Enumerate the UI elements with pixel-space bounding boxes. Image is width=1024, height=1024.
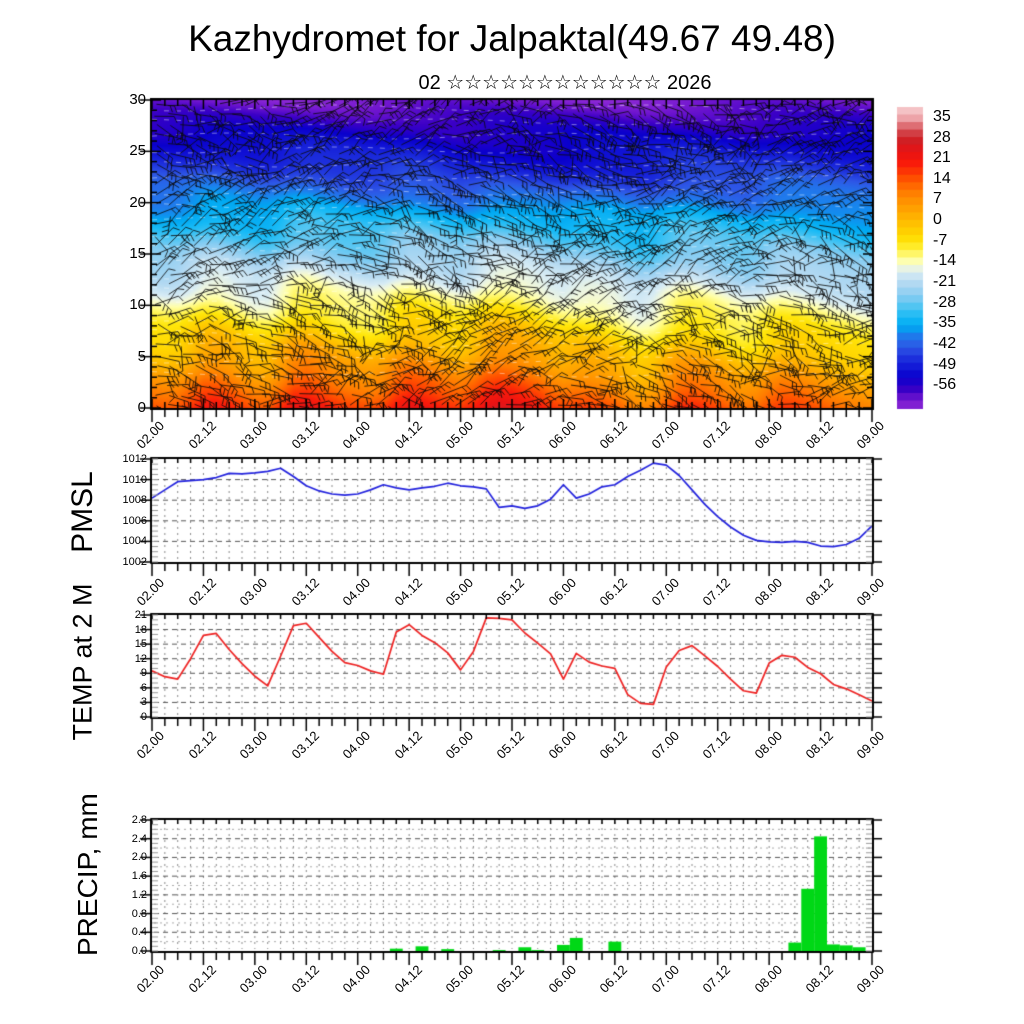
colorbar-tick-label: 14 <box>933 169 951 187</box>
x-tick-label: 06.00 <box>545 575 580 609</box>
x-tick-label: 05.12 <box>493 575 528 609</box>
x-tick-label: 06.00 <box>545 418 580 452</box>
y-tick-label: 3 <box>140 696 147 709</box>
x-tick-label: 05.12 <box>493 728 528 762</box>
x-tick-label: 02.00 <box>133 728 168 762</box>
x-tick-label: 03.00 <box>236 418 271 452</box>
x-tick-label: 04.00 <box>339 728 374 762</box>
x-tick-label: 03.12 <box>288 962 322 996</box>
x-tick-label: 02.12 <box>185 418 220 452</box>
x-tick-label: 02.12 <box>185 962 220 996</box>
x-tick-label: 07.00 <box>648 575 682 609</box>
x-tick-label: 04.00 <box>339 418 374 452</box>
x-tick-label: 06.00 <box>545 962 580 996</box>
x-tick-label: 09.00 <box>853 962 888 996</box>
x-tick-label: 03.00 <box>236 575 271 609</box>
x-tick-label: 08.00 <box>751 962 785 996</box>
y-tick-label: 30 <box>129 91 146 108</box>
x-tick-label: 04.00 <box>339 962 374 996</box>
y-tick-label: 15 <box>129 245 146 262</box>
y-tick-label: 1002 <box>122 556 147 568</box>
y-tick-label: 12 <box>134 652 147 665</box>
x-tick-label: 03.00 <box>236 728 271 762</box>
x-tick-label: 03.12 <box>288 575 322 609</box>
x-tick-label: 06.00 <box>545 728 580 762</box>
x-tick-label: 08.12 <box>802 575 837 609</box>
panel-label-pmsl: PMSL <box>66 470 99 553</box>
y-tick-label: 0 <box>140 711 147 723</box>
x-tick-label: 08.12 <box>802 962 837 996</box>
y-tick-label: 18 <box>134 623 147 636</box>
colorbar-tick-label: 0 <box>933 211 942 229</box>
colorbar-tick-label: -21 <box>933 273 957 291</box>
colorbar-tick-label: 21 <box>933 149 951 167</box>
y-tick-label: 21 <box>134 609 147 621</box>
y-tick-label: 1008 <box>122 494 147 507</box>
y-tick-label: 10 <box>129 296 146 314</box>
x-tick-label: 08.00 <box>751 418 785 452</box>
panel-label-precip: PRECIP, mm <box>72 792 103 956</box>
x-tick-label: 02.00 <box>133 962 168 996</box>
x-tick-label: 04.12 <box>391 728 425 762</box>
x-tick-label: 04.00 <box>339 575 374 609</box>
x-tick-label: 07.12 <box>699 418 734 452</box>
x-tick-label: 07.00 <box>648 728 682 762</box>
x-tick-label: 07.00 <box>648 418 682 452</box>
x-tick-label: 05.00 <box>442 575 477 609</box>
x-tick-label: 04.12 <box>391 962 425 996</box>
colorbar-tick-label: 7 <box>933 190 942 208</box>
x-tick-label: 02.00 <box>133 575 168 609</box>
y-tick-label: 1010 <box>122 473 147 486</box>
y-tick-label: 0.4 <box>131 926 147 939</box>
y-tick-label: 6 <box>140 681 147 694</box>
y-tick-label: 0.8 <box>131 907 147 920</box>
x-tick-label: 06.12 <box>596 418 631 452</box>
x-tick-label: 08.00 <box>751 728 785 762</box>
colorbar-tick-label: -49 <box>933 355 957 373</box>
x-tick-label: 05.12 <box>493 962 528 996</box>
x-tick-label: 07.12 <box>699 962 734 996</box>
y-tick-label: 9 <box>140 667 147 680</box>
x-tick-label: 04.12 <box>391 575 425 609</box>
colorbar-tick-label: -28 <box>933 293 957 311</box>
x-tick-label: 06.12 <box>596 962 631 996</box>
x-tick-label: 05.12 <box>493 418 528 452</box>
y-tick-label: 1006 <box>122 514 147 527</box>
x-tick-label: 08.00 <box>751 575 785 609</box>
x-tick-label: 02.12 <box>185 728 220 762</box>
y-tick-label: 2.4 <box>131 832 147 845</box>
colorbar-tick-label: -14 <box>933 252 957 270</box>
y-tick-label: 1.6 <box>131 870 147 883</box>
y-tick-label: 0.0 <box>131 945 147 957</box>
x-tick-label: 09.00 <box>853 418 888 452</box>
x-tick-label: 07.12 <box>699 575 734 609</box>
x-tick-label: 09.00 <box>853 728 888 762</box>
x-tick-label: 05.00 <box>442 728 477 762</box>
x-tick-label: 04.12 <box>391 418 425 452</box>
y-tick-label: 20 <box>129 193 146 211</box>
y-tick-label: 1012 <box>122 453 147 465</box>
x-tick-label: 07.00 <box>648 962 682 996</box>
x-tick-label: 08.12 <box>802 728 837 762</box>
x-tick-label: 05.00 <box>442 962 477 996</box>
x-tick-label: 05.00 <box>442 418 477 452</box>
x-tick-label: 03.12 <box>288 728 322 762</box>
colorbar-tick-label: -56 <box>933 376 957 394</box>
x-tick-label: 08.12 <box>802 418 837 452</box>
y-tick-label: 0 <box>137 399 146 416</box>
colorbar-tick-label: -7 <box>933 231 948 249</box>
y-tick-label: 2.0 <box>131 851 147 864</box>
colorbar-tick-label: -35 <box>933 314 957 332</box>
colorbar-tick-label: -42 <box>933 335 957 352</box>
y-tick-label: 15 <box>134 638 147 651</box>
x-tick-label: 02.00 <box>133 418 168 452</box>
panel-label-temp: TEMP at 2 M <box>67 583 98 741</box>
x-tick-label: 03.00 <box>236 962 271 996</box>
y-tick-label: 1004 <box>122 535 147 548</box>
x-tick-label: 02.12 <box>185 575 220 609</box>
x-tick-label: 06.12 <box>596 728 631 762</box>
x-tick-label: 07.12 <box>699 728 734 762</box>
y-tick-label: 25 <box>129 142 146 160</box>
colorbar-tick-label: 28 <box>933 128 951 146</box>
y-tick-label: 2.8 <box>131 814 147 826</box>
colorbar-tick-label: 35 <box>933 107 951 125</box>
x-tick-label: 06.12 <box>596 575 631 609</box>
x-tick-label: 03.12 <box>288 418 322 452</box>
y-tick-label: 5 <box>137 347 146 365</box>
x-tick-label: 09.00 <box>853 575 888 609</box>
y-tick-label: 1.2 <box>131 888 147 901</box>
